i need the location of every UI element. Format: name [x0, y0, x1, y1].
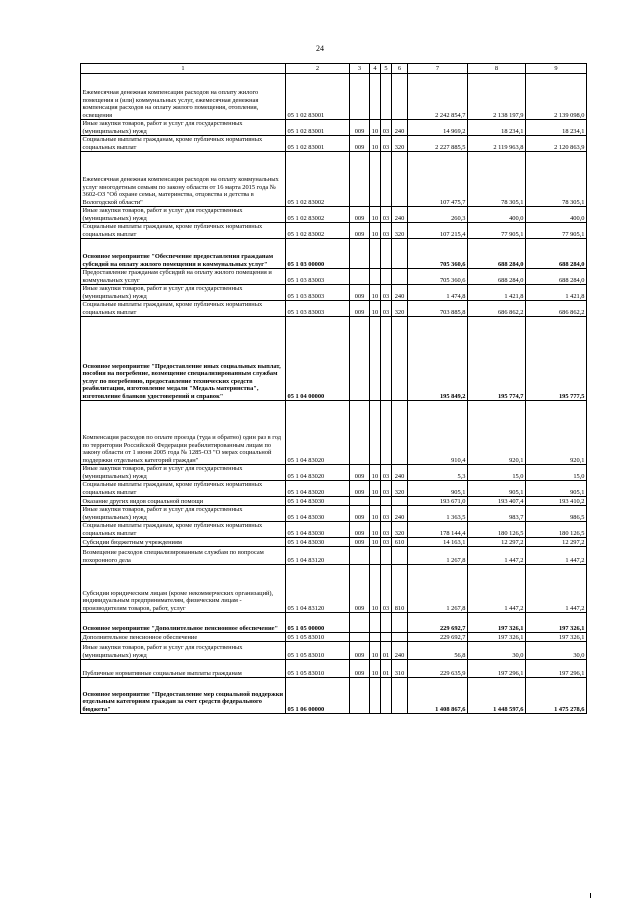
table-row: [81, 136, 587, 152]
row-amount-2-cell: 686 862,2: [468, 301, 526, 317]
row-expense-type-cell: [392, 317, 408, 401]
row-admin-code-cell: 009: [350, 120, 370, 136]
row-amount-1-cell: 5,3: [408, 465, 468, 481]
row-amount-1-cell: 1 474,8: [408, 285, 468, 301]
row-name-cell: Предоставление гражданам субсидий на оплату жилого помещения и коммунальных услуг: [81, 269, 286, 285]
row-name-cell: Публичные нормативные социальные выплаты гражданам: [81, 660, 286, 678]
row-amount-1-cell: 178 144,4: [408, 522, 468, 538]
header-cell: 1: [81, 64, 286, 74]
row-subsection-cell: 03: [381, 465, 392, 481]
row-subsection-cell: [381, 239, 392, 269]
row-code-cell: 05 1 02 83002: [286, 207, 350, 223]
row-section-cell: [370, 74, 381, 120]
row-name-cell: Компенсация расходов по оплате проезда (туда и обратно) один раз в год по территории Российской Федерации реабилитированным лицам по закону области от 1 июня 2005 года № 1285-ОЗ "О мерах социальной поддержки отдельных категорий граждан": [81, 401, 286, 465]
table-row: [81, 301, 587, 317]
row-amount-1-cell: 107 215,4: [408, 223, 468, 239]
row-subsection-cell: [381, 497, 392, 506]
row-amount-2-cell: 400,0: [468, 207, 526, 223]
table-header-row: [81, 64, 587, 74]
row-expense-type-cell: 320: [392, 481, 408, 497]
row-amount-1-cell: 1 408 867,6: [408, 678, 468, 714]
row-expense-type-cell: [392, 239, 408, 269]
row-name-cell: Иные закупки товаров, работ и услуг для государственных (муниципальных) нужд: [81, 285, 286, 301]
row-name-cell: Социальные выплаты гражданам, кроме публичных нормативных социальных выплат: [81, 481, 286, 497]
row-expense-type-cell: 240: [392, 465, 408, 481]
row-expense-type-cell: 810: [392, 565, 408, 613]
row-amount-1-cell: 107 475,7: [408, 152, 468, 207]
table-row: [81, 642, 587, 660]
row-section-cell: 10: [370, 207, 381, 223]
row-amount-2-cell: 688 284,0: [468, 239, 526, 269]
row-amount-3-cell: 78 305,1: [526, 152, 587, 207]
row-amount-3-cell: 77 905,1: [526, 223, 587, 239]
row-admin-code-cell: 009: [350, 642, 370, 660]
row-amount-3-cell: 2 139 098,0: [526, 74, 587, 120]
table-row: [81, 660, 587, 678]
row-admin-code-cell: 009: [350, 223, 370, 239]
row-expense-type-cell: 320: [392, 522, 408, 538]
row-amount-3-cell: 12 297,2: [526, 538, 587, 547]
row-name-cell: Субсидии бюджетным учреждениям: [81, 538, 286, 547]
row-amount-3-cell: 400,0: [526, 207, 587, 223]
row-amount-1-cell: 1 267,8: [408, 547, 468, 565]
row-amount-2-cell: 18 234,1: [468, 120, 526, 136]
row-subsection-cell: [381, 317, 392, 401]
row-amount-1-cell: 56,8: [408, 642, 468, 660]
row-subsection-cell: [381, 678, 392, 714]
row-subsection-cell: [381, 74, 392, 120]
row-amount-1-cell: 2 242 854,7: [408, 74, 468, 120]
header-cell: 7: [408, 64, 468, 74]
row-amount-2-cell: 180 126,5: [468, 522, 526, 538]
row-code-cell: 05 1 03 83003: [286, 269, 350, 285]
row-amount-2-cell: 195 774,7: [468, 317, 526, 401]
row-amount-1-cell: 260,3: [408, 207, 468, 223]
row-admin-code-cell: 009: [350, 481, 370, 497]
row-amount-1-cell: 229 692,7: [408, 633, 468, 642]
row-amount-2-cell: 12 297,2: [468, 538, 526, 547]
row-code-cell: 05 1 05 83010: [286, 660, 350, 678]
row-name-cell: Иные закупки товаров, работ и услуг для государственных (муниципальных) нужд: [81, 465, 286, 481]
row-name-cell: Основное мероприятие "Предоставление иных социальных выплат, пособия на погребение, возмещение специализированным службам услуг по погребению, предоставление технических средств реабилитации, изготовление медали "Медаль материнства", изготовление бланков удостоверений и справок": [81, 317, 286, 401]
header-cell: 4: [370, 64, 381, 74]
row-amount-1-cell: 2 227 885,5: [408, 136, 468, 152]
row-amount-3-cell: 1 421,8: [526, 285, 587, 301]
row-amount-1-cell: 910,4: [408, 401, 468, 465]
row-amount-3-cell: 1 447,2: [526, 565, 587, 613]
table-row: [81, 152, 587, 207]
row-code-cell: 05 1 05 83010: [286, 633, 350, 642]
row-name-cell: Основное мероприятие "Предоставление мер социальной поддержки отдельным категориям граждан за счет средств федерального бюджета": [81, 678, 286, 714]
table-body: [81, 74, 587, 714]
row-section-cell: 10: [370, 660, 381, 678]
row-expense-type-cell: 310: [392, 660, 408, 678]
row-amount-3-cell: 180 126,5: [526, 522, 587, 538]
row-section-cell: [370, 152, 381, 207]
row-subsection-cell: 03: [381, 207, 392, 223]
row-code-cell: 05 1 04 83030: [286, 522, 350, 538]
row-code-cell: 05 1 02 83001: [286, 136, 350, 152]
row-name-cell: Социальные выплаты гражданам, кроме публичных нормативных социальных выплат: [81, 522, 286, 538]
table-row: [81, 633, 587, 642]
row-code-cell: 05 1 04 83020: [286, 465, 350, 481]
header-cell: 6: [392, 64, 408, 74]
row-code-cell: 05 1 02 83002: [286, 152, 350, 207]
row-subsection-cell: 03: [381, 301, 392, 317]
row-admin-code-cell: 009: [350, 285, 370, 301]
row-section-cell: 10: [370, 642, 381, 660]
row-admin-code-cell: [350, 401, 370, 465]
row-code-cell: 05 1 04 83020: [286, 481, 350, 497]
row-name-cell: Иные закупки товаров, работ и услуг для государственных (муниципальных) нужд: [81, 642, 286, 660]
row-subsection-cell: [381, 547, 392, 565]
row-amount-1-cell: 193 671,0: [408, 497, 468, 506]
row-code-cell: 05 1 03 83003: [286, 285, 350, 301]
row-name-cell: Дополнительное пенсионное обеспечение: [81, 633, 286, 642]
row-admin-code-cell: [350, 633, 370, 642]
row-section-cell: 10: [370, 285, 381, 301]
row-expense-type-cell: [392, 74, 408, 120]
row-amount-2-cell: 77 905,1: [468, 223, 526, 239]
row-admin-code-cell: [350, 152, 370, 207]
row-expense-type-cell: 240: [392, 207, 408, 223]
row-name-cell: Основное мероприятие "Обеспечение предоставления гражданам субсидий на оплату жилого помещения и коммунальных услуг": [81, 239, 286, 269]
row-amount-1-cell: 1 267,8: [408, 565, 468, 613]
row-amount-2-cell: 2 138 197,9: [468, 74, 526, 120]
row-expense-type-cell: [392, 678, 408, 714]
row-amount-1-cell: 705 360,6: [408, 239, 468, 269]
header-cell: 2: [286, 64, 350, 74]
row-section-cell: [370, 633, 381, 642]
row-amount-1-cell: 14 163,1: [408, 538, 468, 547]
row-amount-3-cell: 688 284,0: [526, 239, 587, 269]
row-name-cell: Оказание других видов социальной помощи: [81, 497, 286, 506]
row-amount-1-cell: 14 969,2: [408, 120, 468, 136]
row-amount-3-cell: 197 296,1: [526, 660, 587, 678]
row-amount-3-cell: 688 284,0: [526, 269, 587, 285]
table-row: [81, 613, 587, 633]
row-subsection-cell: [381, 401, 392, 465]
row-section-cell: 10: [370, 120, 381, 136]
row-amount-3-cell: 30,0: [526, 642, 587, 660]
row-amount-2-cell: 197 326,1: [468, 613, 526, 633]
page-number: 24: [316, 44, 324, 53]
row-name-cell: Социальные выплаты гражданам, кроме публичных нормативных социальных выплат: [81, 136, 286, 152]
row-amount-1-cell: 1 363,5: [408, 506, 468, 522]
row-subsection-cell: [381, 613, 392, 633]
row-subsection-cell: 03: [381, 506, 392, 522]
row-name-cell: Ежемесячная денежная компенсация расходов на оплату коммунальных услуг многодетным семьям по закону области от 16 марта 2015 года № 3602-ОЗ "Об охране семьи, материнства, отцовства и детства в Вологодской области": [81, 152, 286, 207]
row-admin-code-cell: [350, 239, 370, 269]
table-row: [81, 538, 587, 547]
row-amount-1-cell: 905,1: [408, 481, 468, 497]
row-amount-3-cell: 905,1: [526, 481, 587, 497]
row-section-cell: [370, 401, 381, 465]
row-section-cell: 10: [370, 522, 381, 538]
row-expense-type-cell: [392, 613, 408, 633]
row-amount-2-cell: 1 421,8: [468, 285, 526, 301]
row-admin-code-cell: 009: [350, 506, 370, 522]
row-section-cell: [370, 547, 381, 565]
row-amount-2-cell: 688 284,0: [468, 269, 526, 285]
row-section-cell: 10: [370, 136, 381, 152]
row-amount-2-cell: 1 447,2: [468, 547, 526, 565]
row-expense-type-cell: 240: [392, 506, 408, 522]
row-name-cell: Ежемесячная денежная компенсация расходов на оплату жилого помещения и (или) коммунальных услуг, ежемесячная денежная компенсация расходов на оплату жилого помещения, отопления, освещения: [81, 74, 286, 120]
row-expense-type-cell: 240: [392, 285, 408, 301]
row-amount-2-cell: 30,0: [468, 642, 526, 660]
row-expense-type-cell: 240: [392, 120, 408, 136]
row-name-cell: Иные закупки товаров, работ и услуг для государственных (муниципальных) нужд: [81, 506, 286, 522]
row-name-cell: Социальные выплаты гражданам, кроме публичных нормативных социальных выплат: [81, 301, 286, 317]
row-amount-3-cell: 195 777,5: [526, 317, 587, 401]
row-code-cell: 05 1 02 83001: [286, 120, 350, 136]
header-cell: 8: [468, 64, 526, 74]
table-row: [81, 678, 587, 714]
row-admin-code-cell: 009: [350, 301, 370, 317]
row-admin-code-cell: [350, 678, 370, 714]
row-section-cell: 10: [370, 565, 381, 613]
row-section-cell: [370, 317, 381, 401]
row-admin-code-cell: 009: [350, 522, 370, 538]
header-cell: 3: [350, 64, 370, 74]
row-section-cell: [370, 678, 381, 714]
row-section-cell: 10: [370, 506, 381, 522]
row-expense-type-cell: 320: [392, 136, 408, 152]
row-amount-2-cell: 920,1: [468, 401, 526, 465]
table-row: [81, 74, 587, 120]
row-code-cell: 05 1 04 83030: [286, 506, 350, 522]
row-admin-code-cell: 009: [350, 538, 370, 547]
table-row: [81, 522, 587, 538]
row-subsection-cell: 03: [381, 136, 392, 152]
table-row: [81, 497, 587, 506]
row-amount-2-cell: 193 407,4: [468, 497, 526, 506]
row-expense-type-cell: [392, 497, 408, 506]
row-expense-type-cell: [392, 547, 408, 565]
row-amount-3-cell: 2 120 863,9: [526, 136, 587, 152]
table-row: [81, 239, 587, 269]
row-amount-3-cell: 197 326,1: [526, 633, 587, 642]
table-row: [81, 401, 587, 465]
row-section-cell: 10: [370, 301, 381, 317]
row-code-cell: 05 1 03 83003: [286, 301, 350, 317]
row-amount-2-cell: 905,1: [468, 481, 526, 497]
row-subsection-cell: 03: [381, 522, 392, 538]
row-code-cell: 05 1 05 83010: [286, 642, 350, 660]
row-expense-type-cell: 320: [392, 301, 408, 317]
row-amount-3-cell: 18 234,1: [526, 120, 587, 136]
row-amount-3-cell: 686 862,2: [526, 301, 587, 317]
row-admin-code-cell: 009: [350, 136, 370, 152]
row-name-cell: Иные закупки товаров, работ и услуг для государственных (муниципальных) нужд: [81, 207, 286, 223]
row-section-cell: 10: [370, 465, 381, 481]
row-amount-2-cell: 2 119 963,8: [468, 136, 526, 152]
row-expense-type-cell: 320: [392, 223, 408, 239]
table-row: [81, 565, 587, 613]
row-amount-2-cell: 1 448 597,6: [468, 678, 526, 714]
row-code-cell: 05 1 05 00000: [286, 613, 350, 633]
row-subsection-cell: 03: [381, 481, 392, 497]
row-name-cell: Социальные выплаты гражданам, кроме публичных нормативных социальных выплат: [81, 223, 286, 239]
row-subsection-cell: 03: [381, 565, 392, 613]
table-row: [81, 285, 587, 301]
row-admin-code-cell: 009: [350, 565, 370, 613]
row-section-cell: [370, 613, 381, 633]
row-admin-code-cell: [350, 74, 370, 120]
row-code-cell: 05 1 02 83001: [286, 74, 350, 120]
row-name-cell: Возмещение расходов специализированным службам по вопросам похоронного дела: [81, 547, 286, 565]
table-row: [81, 317, 587, 401]
row-amount-1-cell: 703 885,8: [408, 301, 468, 317]
row-code-cell: 05 1 04 83120: [286, 565, 350, 613]
row-name-cell: Субсидии юридическим лицам (кроме некоммерческих организаций), индивидуальным предпринимателям, физическим лицам - производителям товаров, работ, услуг: [81, 565, 286, 613]
row-subsection-cell: 03: [381, 285, 392, 301]
header-cell: 9: [526, 64, 587, 74]
row-admin-code-cell: [350, 547, 370, 565]
table-row: [81, 547, 587, 565]
header-cell: 5: [381, 64, 392, 74]
row-admin-code-cell: [350, 269, 370, 285]
row-section-cell: 10: [370, 538, 381, 547]
row-amount-3-cell: 197 326,1: [526, 613, 587, 633]
row-amount-3-cell: 193 410,2: [526, 497, 587, 506]
row-subsection-cell: 01: [381, 660, 392, 678]
row-amount-1-cell: 229 692,7: [408, 613, 468, 633]
row-amount-2-cell: 1 447,2: [468, 565, 526, 613]
table-row: [81, 481, 587, 497]
row-code-cell: 05 1 04 83020: [286, 401, 350, 465]
row-code-cell: 05 1 06 00000: [286, 678, 350, 714]
row-section-cell: 10: [370, 481, 381, 497]
row-amount-1-cell: 195 849,2: [408, 317, 468, 401]
row-subsection-cell: [381, 269, 392, 285]
row-admin-code-cell: 009: [350, 207, 370, 223]
row-subsection-cell: 03: [381, 538, 392, 547]
row-expense-type-cell: 240: [392, 642, 408, 660]
row-admin-code-cell: [350, 317, 370, 401]
table-row: [81, 120, 587, 136]
budget-table: [80, 63, 587, 714]
row-section-cell: 10: [370, 223, 381, 239]
row-amount-1-cell: 229 635,9: [408, 660, 468, 678]
row-subsection-cell: [381, 633, 392, 642]
row-amount-2-cell: 15,0: [468, 465, 526, 481]
row-section-cell: [370, 239, 381, 269]
row-admin-code-cell: 009: [350, 660, 370, 678]
row-section-cell: [370, 497, 381, 506]
row-subsection-cell: 03: [381, 223, 392, 239]
table-row: [81, 223, 587, 239]
row-code-cell: 05 1 04 83030: [286, 497, 350, 506]
row-expense-type-cell: 610: [392, 538, 408, 547]
row-amount-3-cell: 15,0: [526, 465, 587, 481]
table-row: [81, 465, 587, 481]
row-admin-code-cell: 009: [350, 465, 370, 481]
row-code-cell: 05 1 02 83002: [286, 223, 350, 239]
row-subsection-cell: 03: [381, 120, 392, 136]
row-section-cell: [370, 269, 381, 285]
row-amount-3-cell: 920,1: [526, 401, 587, 465]
table-row: [81, 207, 587, 223]
row-amount-2-cell: 78 305,1: [468, 152, 526, 207]
row-subsection-cell: [381, 152, 392, 207]
row-amount-3-cell: 986,5: [526, 506, 587, 522]
row-subsection-cell: 01: [381, 642, 392, 660]
row-code-cell: 05 1 04 83030: [286, 538, 350, 547]
margin-mark: [590, 893, 591, 898]
table-row: [81, 506, 587, 522]
row-amount-2-cell: 197 326,1: [468, 633, 526, 642]
row-amount-1-cell: 705 360,6: [408, 269, 468, 285]
row-amount-3-cell: 1 475 278,6: [526, 678, 587, 714]
row-admin-code-cell: [350, 497, 370, 506]
row-code-cell: 05 1 04 00000: [286, 317, 350, 401]
row-expense-type-cell: [392, 152, 408, 207]
row-name-cell: Основное мероприятие "Дополнительное пенсионное обеспечение": [81, 613, 286, 633]
row-amount-2-cell: 983,7: [468, 506, 526, 522]
row-expense-type-cell: [392, 633, 408, 642]
row-code-cell: 05 1 04 83120: [286, 547, 350, 565]
row-expense-type-cell: [392, 269, 408, 285]
table-row: [81, 269, 587, 285]
row-amount-2-cell: 197 296,1: [468, 660, 526, 678]
row-expense-type-cell: [392, 401, 408, 465]
row-admin-code-cell: [350, 613, 370, 633]
row-code-cell: 05 1 03 00000: [286, 239, 350, 269]
row-name-cell: Иные закупки товаров, работ и услуг для государственных (муниципальных) нужд: [81, 120, 286, 136]
row-amount-3-cell: 1 447,2: [526, 547, 587, 565]
